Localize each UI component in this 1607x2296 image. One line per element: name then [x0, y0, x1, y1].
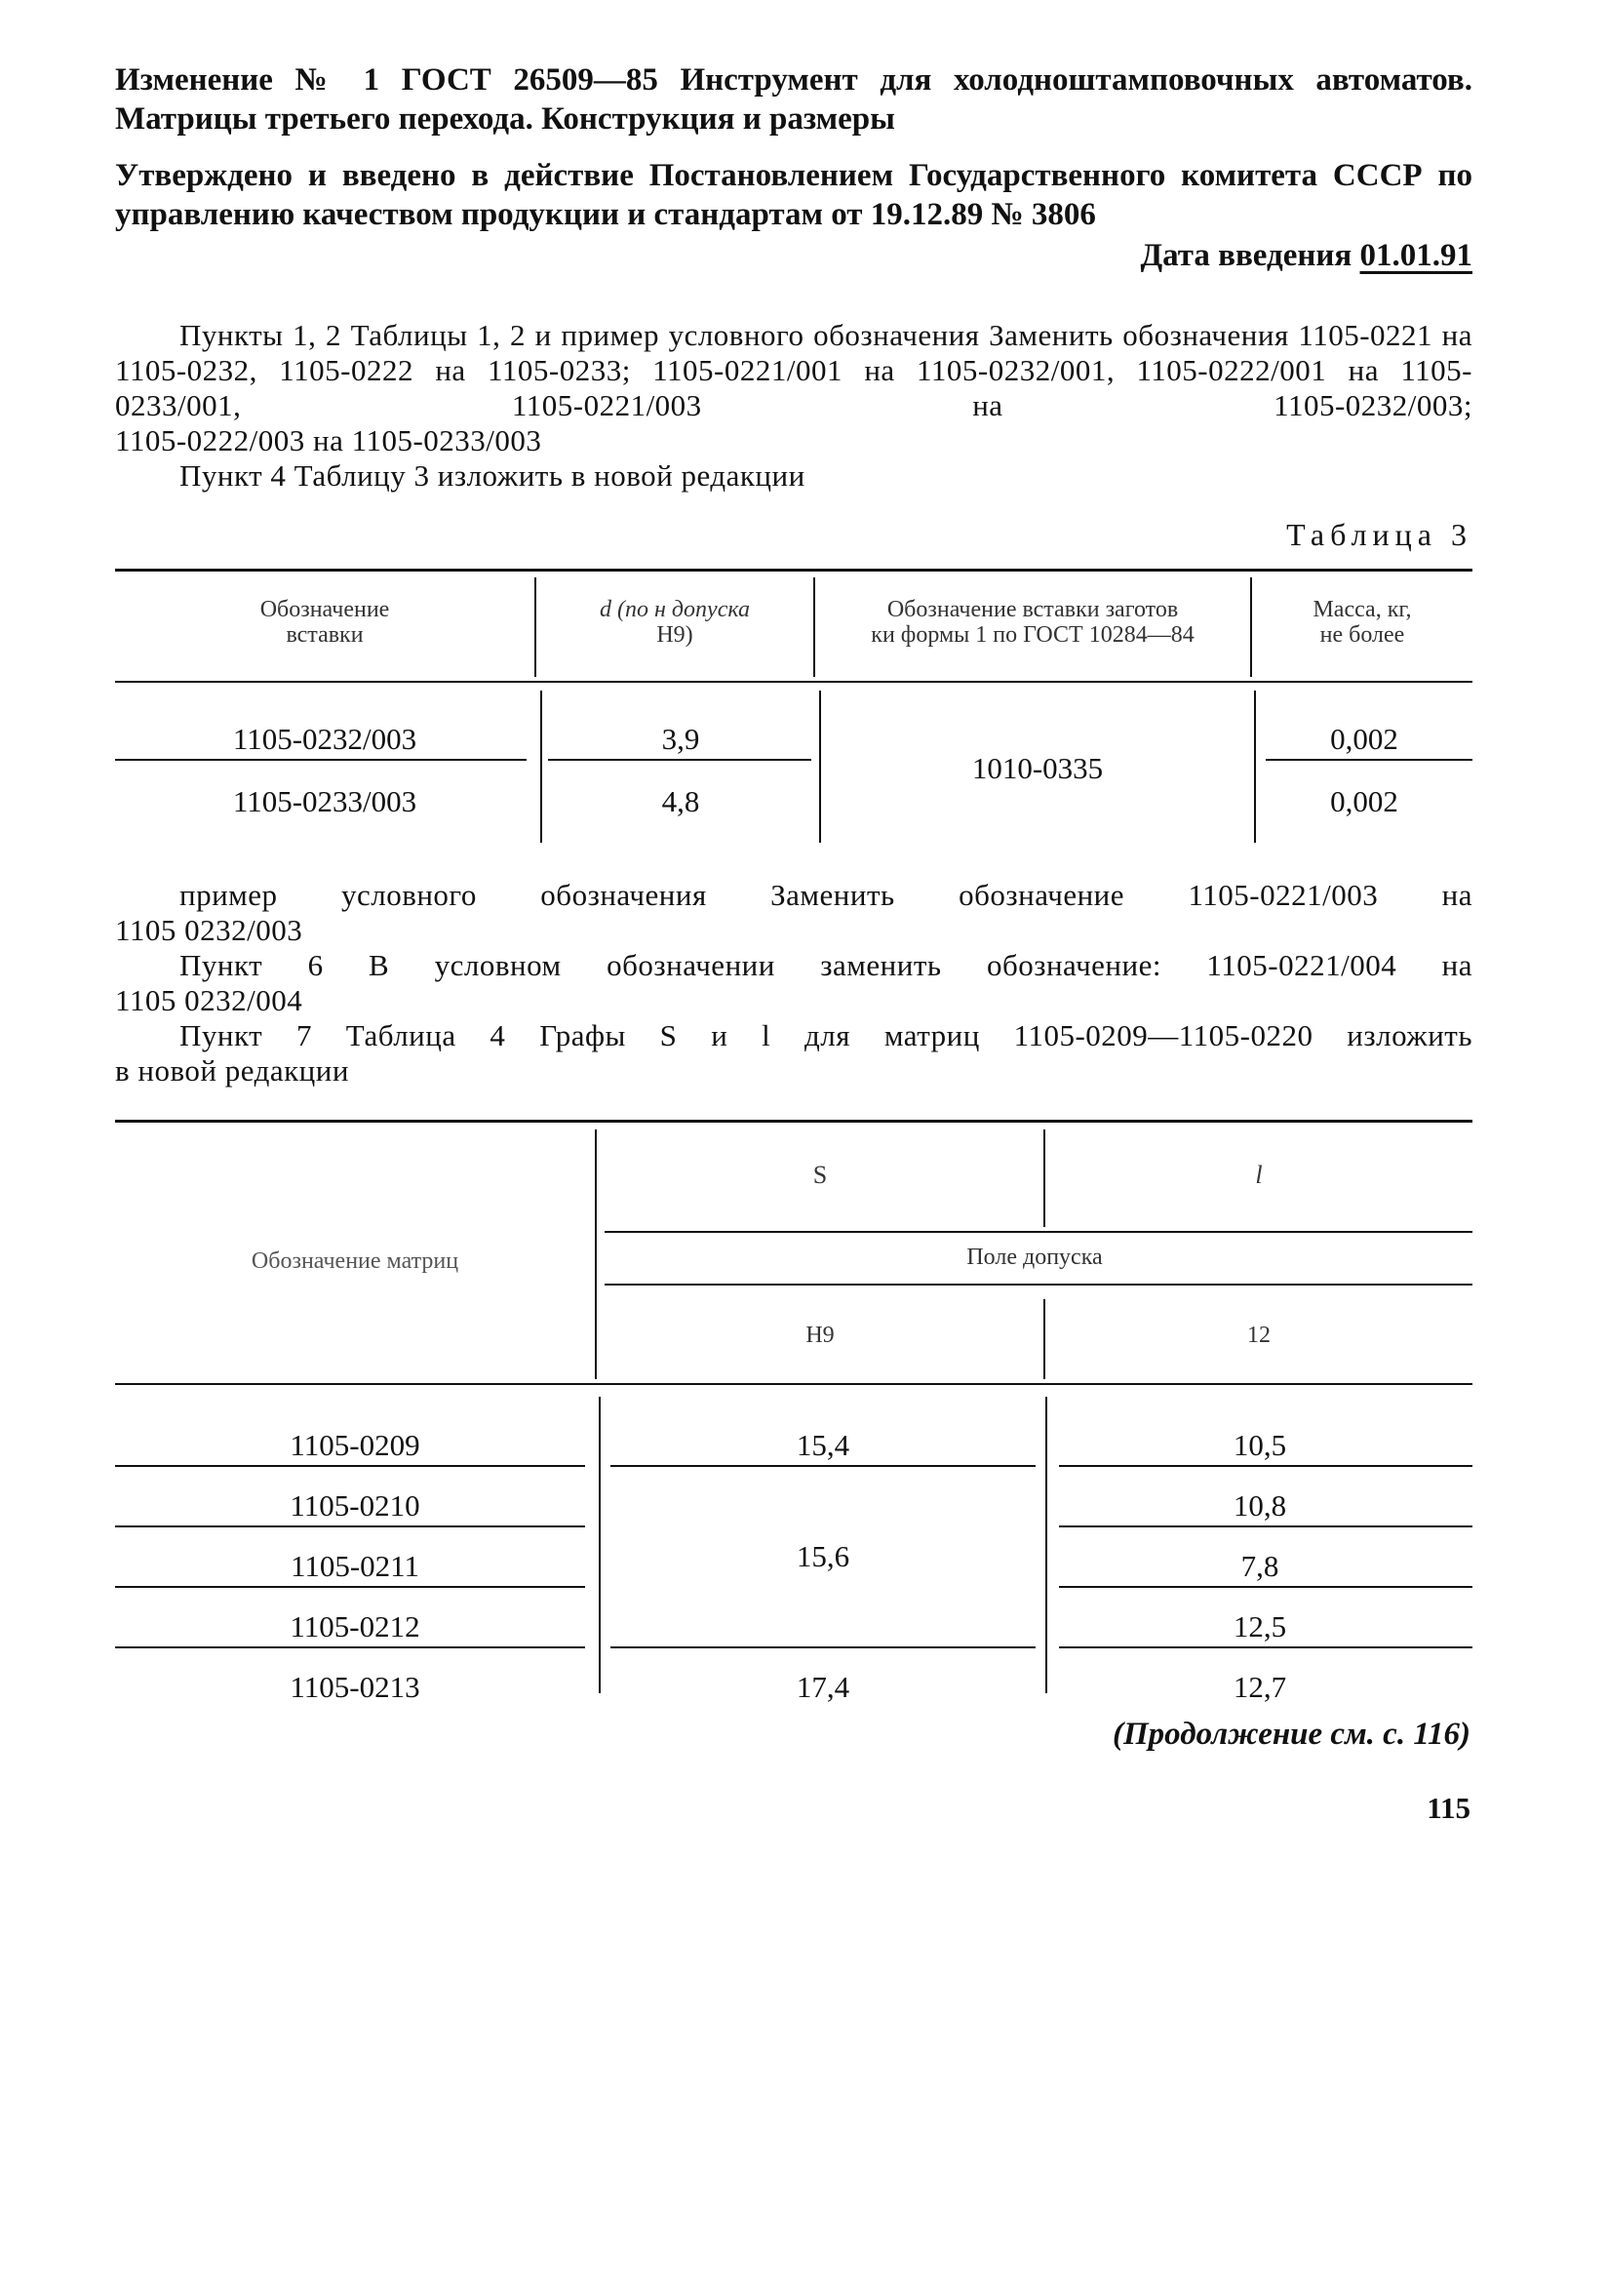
- table4-l-value-2: 10,8: [1233, 1488, 1287, 1523]
- paragraph-items-1-2-text: Пункты 1, 2 Таблицы 1, 2 и пример условного обозначения Заменить обозначения 1105-0221 на 1105-0232, 1105-0222 на 1105-0233; 1105-0221/001 на 1105-0232/001, 1105-0222/001 на 1105-0233/001, 1105-0221/003 на 1105-0232/003;: [115, 318, 1472, 422]
- page-number: 115: [1427, 1791, 1470, 1825]
- table4-l-value-1: 10,5: [1233, 1428, 1287, 1462]
- table4-designation-5: 1105-0213: [290, 1670, 420, 1704]
- paragraph-item-7: [115, 1018, 1472, 1053]
- document-title: Изменение № 1 ГОСТ 26509—85 Инструмент для холодноштамповочных автоматов. Матрицы третьего перехода. Конструкция и размеры: [115, 62, 1472, 137]
- table4-header-s: S: [812, 1161, 828, 1189]
- table3-row2-d: 4,8: [661, 784, 700, 818]
- table3-header-d: d (по н допуска Н9): [600, 597, 750, 648]
- approval-statement: Утверждено и введено в действие Постановлением Государственного комитета СССР по управлению качеством продукции и стандартам от 19.12.89 № 3806: [115, 158, 1472, 232]
- table4-header-designation: Обозначение матриц: [251, 1248, 459, 1274]
- table4-header-s-tolerance: Н9: [805, 1323, 835, 1348]
- table4-s-value-1: 15,4: [796, 1428, 850, 1462]
- paragraph-item-6-text: Пункт 6 В условном обозначении заменить обозначение: 1105-0221/004 на: [179, 948, 1472, 982]
- table3-row2-mass: 0,002: [1330, 784, 1398, 818]
- table4-s-value-3: 17,4: [796, 1670, 850, 1704]
- table3-row1-designation: 1105-0232/003: [232, 722, 417, 756]
- table3-caption: Таблица 3: [1286, 517, 1472, 552]
- paragraph-items-1-2-last-line: 1105-0222/003 на 1105-0233/003: [115, 423, 542, 457]
- paragraph-example: [115, 878, 1472, 913]
- table4-designation-2: 1105-0210: [290, 1488, 420, 1523]
- effective-date: [1140, 238, 1472, 274]
- table3-row1-mass: 0,002: [1330, 722, 1398, 756]
- table4-designation-1: 1105-0209: [290, 1428, 420, 1462]
- table4-l-value-5: 12,7: [1233, 1670, 1287, 1704]
- paragraph-item-7-last-line: в новой редакции: [115, 1053, 349, 1088]
- table3-row1-d: 3,9: [661, 722, 700, 756]
- paragraph-item-6-last-line: 1105 0232/004: [115, 983, 303, 1017]
- paragraph-items-1-2: [115, 318, 1472, 423]
- paragraph-item-7-text: Пункт 7 Таблица 4 Графы S и l для матриц 1105-0209—1105-0220 изложить: [179, 1018, 1472, 1052]
- table4-l-value-4: 12,5: [1233, 1609, 1287, 1643]
- paragraph-item-4: Пункт 4 Таблицу 3 изложить в новой редакции: [179, 458, 805, 493]
- table4-l-value-3: 7,8: [1240, 1549, 1279, 1583]
- table3-header-mass: Масса, кг, не более: [1313, 597, 1412, 648]
- effective-date-value: 01.01.91: [1359, 238, 1472, 273]
- table4-header-tolerance: Поле допуска: [966, 1245, 1103, 1270]
- table4-designation-3: 1105-0211: [290, 1549, 420, 1583]
- table4-s-value-2: 15,6: [796, 1539, 850, 1573]
- table3-header-designation: Обозначение вставки: [259, 597, 390, 648]
- table3-blank-designation: 1010-0335: [971, 751, 1104, 785]
- paragraph-example-last-line: 1105 0232/003: [115, 913, 303, 947]
- paragraph-example-text: пример условного обозначения Заменить обозначение 1105-0221/003 на: [179, 878, 1472, 912]
- continuation-note: (Продолжение см. с. 116): [1113, 1717, 1470, 1752]
- effective-date-label: Дата введения: [1140, 238, 1352, 273]
- table3-header-blank-designation: Обозначение вставки заготов ки формы 1 по ГОСТ 10284—84: [871, 597, 1195, 648]
- paragraph-item-6: [115, 948, 1472, 983]
- table3-row2-designation: 1105-0233/003: [232, 784, 417, 818]
- table4-header-l: l: [1255, 1161, 1263, 1189]
- table4-designation-4: 1105-0212: [290, 1609, 420, 1643]
- table4-header-l-tolerance: 12: [1247, 1323, 1271, 1348]
